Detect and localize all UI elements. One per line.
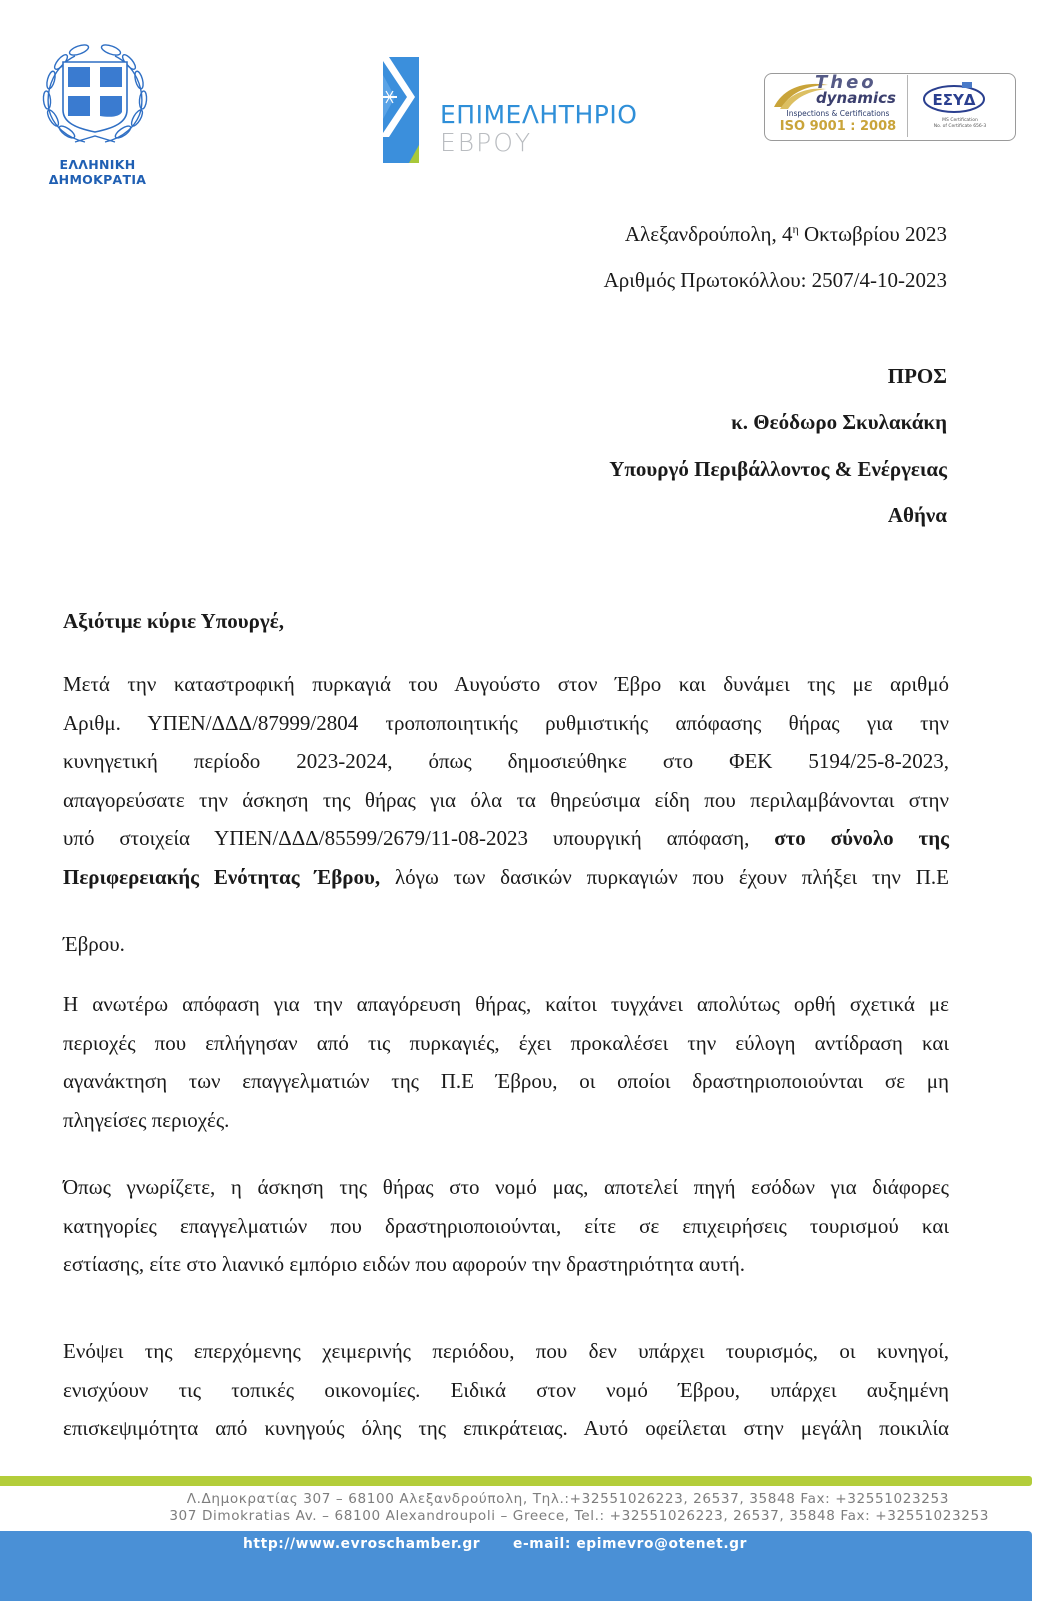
paragraph-line: Ενόψει της επερχόμενης χειμερινής περιόδου, που δεν υπάρχει τουρισμός, οι κυνηγοί, — [63, 1339, 949, 1363]
paragraph-1 — [63, 665, 949, 896]
line-text: υπό στοιχεία ΥΠΕΝ/ΔΔΔ/85599/2679/11-08-2023 υπουργική απόφαση, — [63, 826, 775, 850]
recipient-city: Αθήνα — [887, 503, 947, 527]
esyd-text: ΕΣΥΔ — [932, 91, 976, 109]
protocol-number: Αριθμός Πρωτοκόλλου: 2507/4-10-2023 — [603, 268, 947, 292]
paragraph-line: αγανάκτηση των επαγγελματιών της Π.Ε Έβρου, οι οποίοι δραστηριοποιούνται σε μη — [63, 1069, 949, 1093]
place-date — [625, 222, 947, 247]
paragraph-line: Έβρου. — [63, 932, 125, 956]
theo-label: Theo — [815, 72, 877, 93]
esyd-cert-line1: MS Certification — [942, 118, 978, 123]
paragraph-2 — [63, 985, 949, 1139]
paragraph-line: κατηγορίες επαγγελματιών που δραστηριοποιούνται, είτε σε επιχειρήσεις τουρισμού και — [63, 1213, 949, 1238]
paragraph-line: Μετά την καταστροφική πυρκαγιά του Αυγούστο στον Έβρο και δυνάμει της με αριθμό — [63, 672, 949, 696]
paragraph-line: Η ανωτέρω απόφαση για την απαγόρευση θήρας, καίτοι τυγχάνει απολύτως ορθή σχετικά με — [63, 992, 949, 1016]
chamber-name: ΕΠΙΜΕΛΗΤΗΡΙΟ — [440, 100, 638, 129]
inspections-label: Inspections & Certifications — [786, 109, 890, 118]
paragraph-line: ενισχύουν τις τοπικές οικονομίες. Ειδικά στον νομό Έβρου, υπάρχει αυξημένη — [63, 1377, 949, 1402]
recipient-name: κ. Θεόδωρο Σκυλακάκη — [731, 410, 947, 434]
footer-address-greek: Λ.Δημοκρατίας 307 – 68100 Αλεξανδρούπολη, Τηλ.:+32551026223, 26537, 35848 Fax: +32551023253 — [186, 1491, 949, 1507]
paragraph-line: επισκεψιμότητα από κυνηγούς όλης της επικράτειας. Αυτό οφείλεται στην μεγάλη ποικιλία — [63, 1416, 949, 1440]
paragraph-line: απαγορεύσατε την άσκηση της θήρας για όλα τα θηρεύσιμα είδη που περιλαμβάνονται στην — [63, 787, 949, 812]
dynamics-label: dynamics — [816, 89, 896, 107]
line-text: λόγω των δασικών πυρκαγιών που έχουν πλήξει την Π.Ε — [380, 864, 949, 889]
place-date-suffix: Οκτωβρίου 2023 — [798, 222, 947, 246]
chamber-region: ΕΒΡΟΥ — [440, 128, 533, 157]
paragraph-line: κυνηγετική περίοδο 2023-2024, όπως δημοσιεύθηκε στο ΦΕΚ 5194/25-8-2023, — [63, 749, 949, 773]
paragraph-4 — [63, 1332, 949, 1448]
chamber-logo-icon — [383, 57, 419, 163]
paragraph-3 — [63, 1168, 949, 1284]
republic-label: ΕΛΛΗΝΙΚΗ ΔΗΜΟΚΡΑΤΙΑ — [48, 157, 147, 187]
recipient-title: Υπουργό Περιβάλλοντος & Ενέργειας — [609, 457, 947, 481]
paragraph-line: Αριθμ. ΥΠΕΝ/ΔΔΔ/87999/2804 τροποποιητικής ρυθμιστικής απόφασης θήρας για την — [63, 710, 949, 735]
paragraph-line — [63, 858, 949, 897]
place-date-prefix: Αλεξανδρούπολη, 4 — [624, 222, 793, 246]
certification-divider — [907, 75, 908, 137]
paragraph-line: Όπως γνωρίζετε, η άσκηση της θήρας στο νομό μας, αποτελεί πηγή εσόδων για διάφορες — [63, 1175, 949, 1199]
esyd-cert-line2: No. of Certificate 656-3 — [933, 124, 987, 129]
recipient-label: ΠΡΟΣ — [887, 364, 947, 388]
paragraph-1-tail — [63, 925, 949, 964]
paragraph-line: πληγείσες περιοχές. — [63, 1107, 230, 1132]
footer-email-link[interactable]: e-mail: epimevro@otenet.gr — [513, 1536, 748, 1552]
paragraph-line: περιοχές που επλήγησαν από τις πυρκαγιές, έχει προκαλέσει την εύλογη αντίδραση και — [63, 1030, 949, 1055]
footer-address-english: 307 Dimokratias Av. – 68100 Alexandroupoli – Greece, Tel.: +32551026223, 26537, 35848 Fax: +32551023253 — [169, 1508, 989, 1524]
paragraph-line: εστίασης, είτε στο λιανικό εμπόριο ειδών που αφορούν την δραστηριότητα αυτή. — [63, 1252, 746, 1276]
place-date-ordinal: η — [792, 222, 799, 236]
emphasis-text: στο σύνολο της — [774, 826, 949, 850]
paragraph-line — [63, 819, 949, 858]
esyd-logo-icon — [922, 82, 986, 114]
salutation: Αξιότιμε κύριε Υπουργέ, — [63, 609, 284, 633]
greek-coat-of-arms-icon — [35, 38, 155, 150]
esyd-certificate-text — [910, 118, 1010, 130]
footer-green-bar — [0, 1476, 1032, 1486]
iso-label: ISO 9001 : 2008 — [779, 119, 897, 134]
emphasis-text: Περιφερειακής Ενότητας Έβρου, — [63, 864, 381, 889]
footer-website-link[interactable]: http://www.evroschamber.gr — [243, 1536, 481, 1552]
